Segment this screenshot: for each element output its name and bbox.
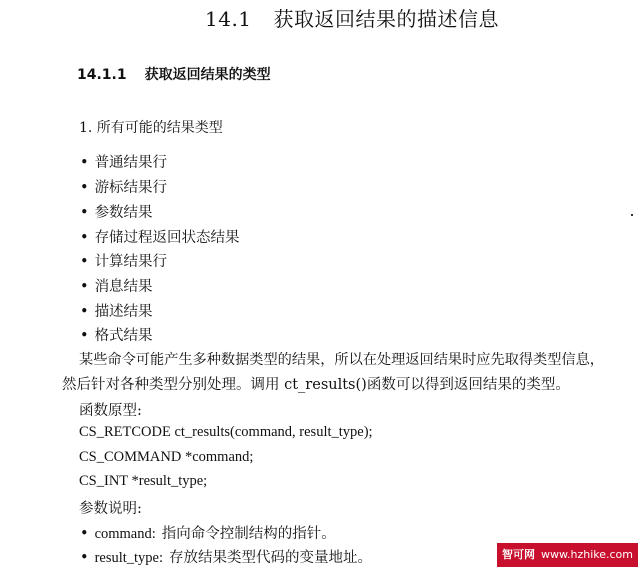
prototype-label: 函数原型: bbox=[79, 403, 142, 419]
list-item: • 普通结果行 bbox=[80, 155, 168, 171]
bullet-icon: • bbox=[80, 230, 89, 246]
bullet-icon: • bbox=[80, 155, 89, 171]
subsection-title: 获取返回结果的类型 bbox=[144, 67, 271, 83]
bullet-icon: • bbox=[80, 254, 89, 270]
list-item: • 消息结果 bbox=[80, 279, 153, 295]
param-item bbox=[80, 546, 372, 567]
bullet-icon: • bbox=[80, 526, 89, 542]
bullet-icon: • bbox=[80, 279, 89, 295]
watermark-url: www.hzhike.com bbox=[541, 548, 633, 561]
param-name: result_type: bbox=[94, 550, 164, 566]
section-heading bbox=[205, 3, 499, 32]
bullet-icon: • bbox=[80, 180, 89, 196]
params-label: 参数说明: bbox=[79, 501, 142, 517]
param-desc: 指向命令控制结构的指针。 bbox=[161, 526, 336, 542]
section-title: 获取返回结果的描述信息 bbox=[273, 7, 500, 31]
code-line: CS_COMMAND *command; bbox=[79, 449, 254, 465]
param-name: command: bbox=[94, 526, 156, 542]
bullet-icon: • bbox=[80, 205, 89, 221]
param-desc: 存放结果类型代码的变量地址。 bbox=[169, 550, 373, 566]
list-item: • 计算结果行 bbox=[80, 254, 168, 270]
param-item bbox=[80, 522, 336, 543]
paragraph-line: 某些命令可能产生多种数据类型的结果，所以在处理返回结果时应先取得类型信息， bbox=[79, 352, 604, 368]
code-line: CS_INT *result_type; bbox=[79, 473, 208, 489]
bullet-icon: • bbox=[80, 328, 89, 344]
bullet-icon: • bbox=[80, 550, 89, 566]
section-number: 14.1 bbox=[205, 7, 252, 31]
list-item: • 格式结果 bbox=[80, 328, 153, 344]
subsection-heading bbox=[77, 64, 271, 84]
bullet-icon: • bbox=[80, 304, 89, 320]
site-watermark bbox=[497, 543, 638, 567]
list-item: • 游标结果行 bbox=[80, 180, 168, 196]
code-line: CS_RETCODE ct_results(command, result_type); bbox=[79, 424, 373, 440]
watermark-cn: 智可网 bbox=[502, 548, 535, 561]
paragraph-line: 然后针对各种类型分别处理。调用 ct_results()函数可以得到返回结果的类型。 bbox=[62, 377, 570, 393]
list-item: • 参数结果 bbox=[80, 205, 153, 221]
scan-speck bbox=[631, 214, 633, 216]
list-item: • 存储过程返回状态结果 bbox=[80, 230, 240, 246]
list-item: • 描述结果 bbox=[80, 304, 153, 320]
list-heading: 1. 所有可能的结果类型 bbox=[79, 120, 223, 136]
subsection-number: 14.1.1 bbox=[77, 67, 127, 83]
